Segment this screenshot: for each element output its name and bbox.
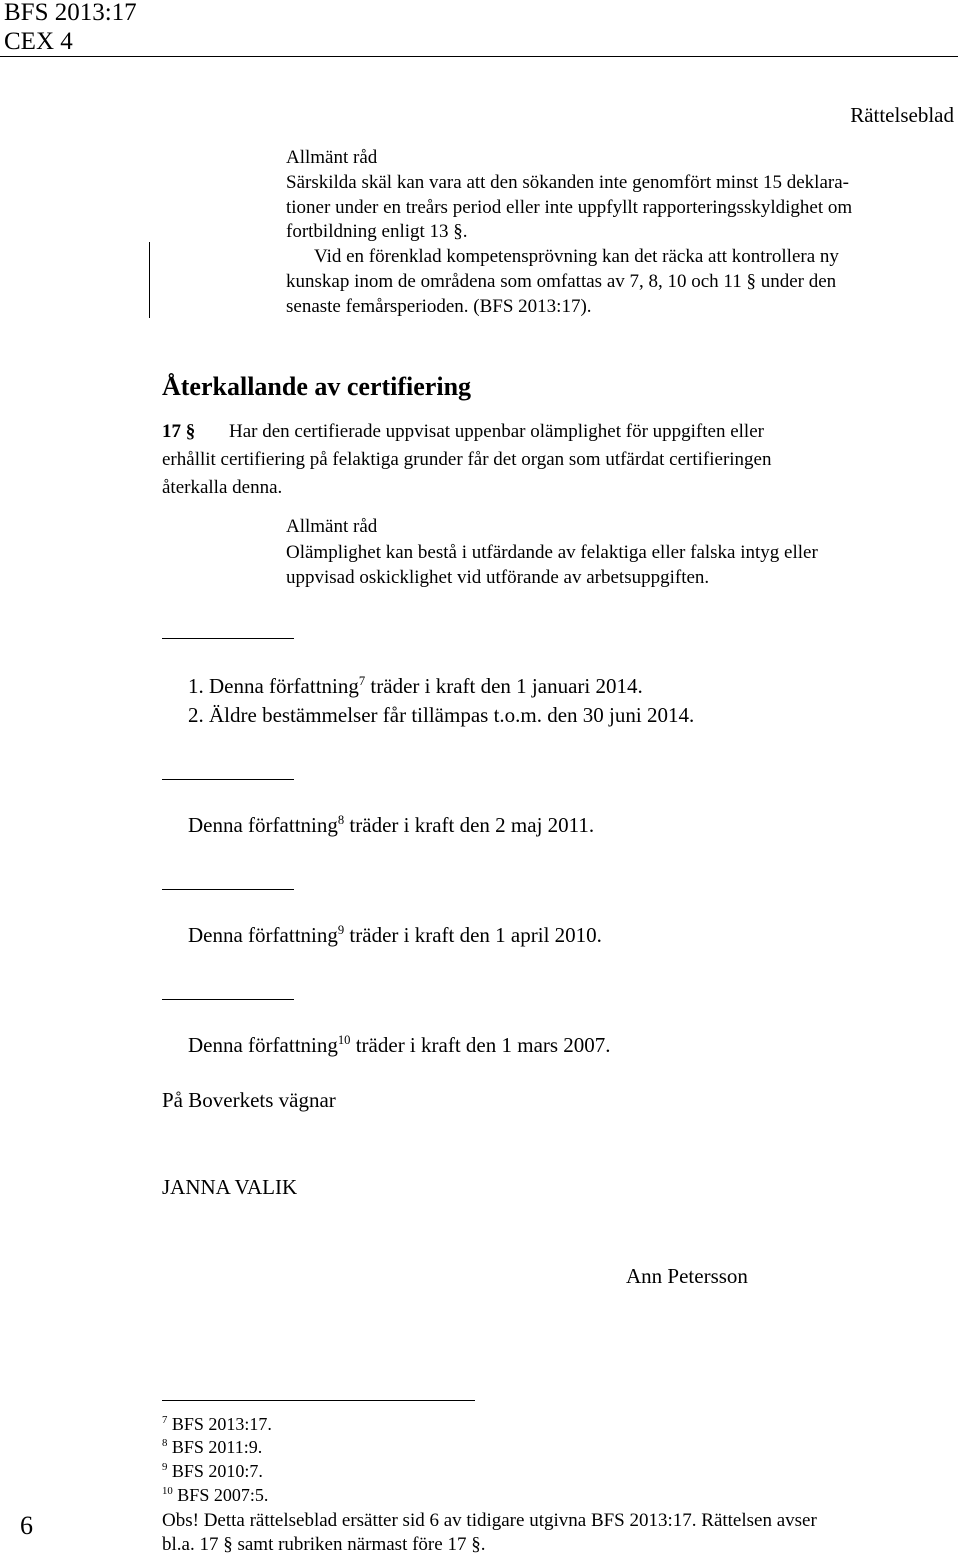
general-advice-line: Olämplighet kan bestå i utfärdande av felaktiga eller falska intyg eller <box>286 542 818 563</box>
section-text-line: återkalla denna. <box>162 477 283 498</box>
doc-id: BFS 2013:17 <box>4 0 137 26</box>
transitional-provision: Denna författning$^8$ träder i kraft den 2 maj 2011. <box>188 813 595 837</box>
footnote: $^7$ BFS 2013:17. <box>162 1414 272 1434</box>
transitional-provision: 1. Denna författning$^7$ träder i kraft den 1 januari 2014. <box>188 674 643 698</box>
correction-note: Obs! Detta rättelseblad ersätter sid 6 av tidigare utgivna BFS 2013:17. Rättelsen avser <box>162 1510 817 1531</box>
signatory-name: Ann Petersson <box>626 1264 748 1288</box>
general-advice-line: kunskap inom de områdena som omfattas av 7, 8, 10 och 11 § under den <box>286 271 837 292</box>
transitional-provision: 2. Äldre bestämmelser får tillämpas t.o.m. den 30 juni 2014. <box>188 703 695 727</box>
general-advice-line: tioner under en treårs period eller inte uppfyllt rapporteringsskyldighet om <box>286 197 853 218</box>
correction-sheet-label: Rättelseblad <box>850 103 954 127</box>
transitional-provision: Denna författning$^9$ träder i kraft den 1 april 2010. <box>188 923 602 947</box>
footnote-rule <box>162 1400 475 1401</box>
general-advice-line: fortbildning enligt 13 §. <box>286 221 468 242</box>
correction-note: bl.a. 17 § samt rubriken närmast före 17 §. <box>162 1534 486 1555</box>
general-advice-heading: Allmänt råd <box>286 516 378 537</box>
footnote: $^9$ BFS 2010:7. <box>162 1461 263 1481</box>
separator-rule <box>162 638 294 639</box>
general-advice-line: senaste femårsperioden. (BFS 2013:17). <box>286 296 592 317</box>
page-number: 6 <box>20 1511 33 1540</box>
change-bar <box>149 242 150 318</box>
section-text-line: Har den certifierade uppvisat uppenbar olämplighet för uppgiften eller <box>229 421 764 442</box>
section-number: 17 § <box>162 421 196 442</box>
header-rule <box>0 56 958 57</box>
separator-rule <box>162 779 294 780</box>
general-advice-heading: Allmänt råd <box>286 147 378 168</box>
footnote: $^{10}$ BFS 2007:5. <box>162 1485 269 1505</box>
signatory-name: JANNA VALIK <box>162 1175 298 1199</box>
general-advice-line: Särskilda skäl kan vara att den sökanden inte genomfört minst 15 deklara- <box>286 172 849 193</box>
general-advice-line: Vid en förenklad kompetensprövning kan det räcka att kontrollera ny <box>314 246 839 267</box>
on-behalf-text: På Boverkets vägnar <box>162 1088 336 1112</box>
separator-rule <box>162 999 294 1000</box>
section-heading: Återkallande av certifiering <box>162 372 472 401</box>
transitional-provision: Denna författning$^{10}$ träder i kraft den 1 mars 2007. <box>188 1033 611 1057</box>
footnote: $^8$ BFS 2011:9. <box>162 1437 263 1457</box>
doc-code: CEX 4 <box>4 28 73 55</box>
separator-rule <box>162 889 294 890</box>
general-advice-line: uppvisad oskicklighet vid utförande av arbetsuppgiften. <box>286 567 710 588</box>
section-text-line: erhållit certifiering på felaktiga grunder får det organ som utfärdat certifieringen <box>162 449 772 470</box>
